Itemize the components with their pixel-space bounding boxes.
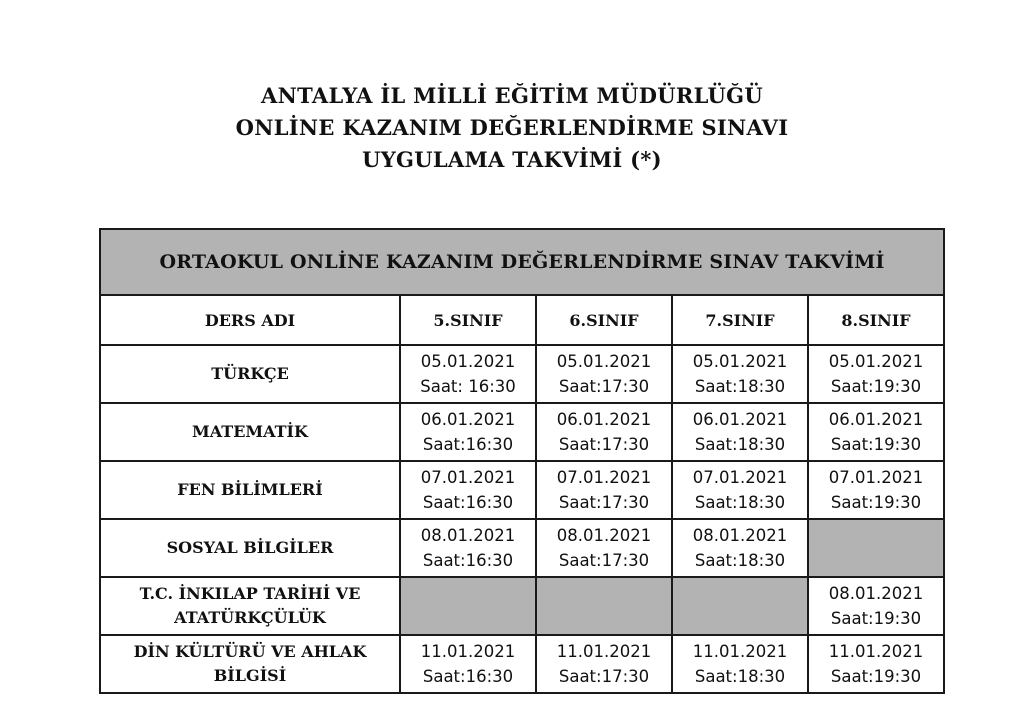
schedule-cell xyxy=(400,345,536,403)
exam-time: Saat:16:30 xyxy=(422,667,514,686)
subject-cell xyxy=(100,403,400,461)
exam-date: 11.01.2021 xyxy=(556,642,652,661)
exam-date: 06.01.2021 xyxy=(828,410,924,429)
exam-time: Saat:17:30 xyxy=(558,493,650,512)
exam-time: Saat:19:30 xyxy=(830,667,922,686)
schedule-cell xyxy=(536,461,672,519)
exam-date: 11.01.2021 xyxy=(692,642,788,661)
column-header-grade-5: 5.SINIF xyxy=(400,295,536,345)
exam-date: 08.01.2021 xyxy=(828,584,924,603)
schedule-cell xyxy=(536,635,672,693)
subject-label: T.C. İNKILAP TARİHİ VE xyxy=(139,584,361,603)
exam-date: 07.01.2021 xyxy=(828,468,924,487)
exam-date: 11.01.2021 xyxy=(828,642,924,661)
table-row xyxy=(100,403,944,461)
exam-date: 05.01.2021 xyxy=(828,352,924,371)
exam-date: 08.01.2021 xyxy=(420,526,516,545)
exam-time: Saat:16:30 xyxy=(422,493,514,512)
table-body xyxy=(100,345,944,693)
schedule-cell xyxy=(536,345,672,403)
subject-cell xyxy=(100,635,400,693)
exam-time: Saat:19:30 xyxy=(830,377,922,396)
column-header-grade-7: 7.SINIF xyxy=(672,295,808,345)
schedule-cell xyxy=(808,403,944,461)
schedule-cell xyxy=(672,461,808,519)
exam-date: 06.01.2021 xyxy=(556,410,652,429)
subject-cell xyxy=(100,461,400,519)
subject-cell xyxy=(100,519,400,577)
table-title: ORTAOKUL ONLİNE KAZANIM DEĞERLENDİRME SINAV TAKVİMİ xyxy=(100,229,944,295)
subject-label: DİN KÜLTÜRÜ VE AHLAK xyxy=(133,642,367,661)
subject-label: MATEMATİK xyxy=(192,422,308,441)
schedule-cell xyxy=(400,403,536,461)
subject-cell xyxy=(100,577,400,635)
exam-time: Saat:19:30 xyxy=(830,435,922,454)
exam-time: Saat:19:30 xyxy=(830,609,922,628)
schedule-cell xyxy=(400,461,536,519)
schedule-cell xyxy=(672,519,808,577)
exam-time: Saat:16:30 xyxy=(422,551,514,570)
exam-date: 08.01.2021 xyxy=(692,526,788,545)
subject-label: ATATÜRKÇÜLÜK xyxy=(174,608,326,627)
subject-label: TÜRKÇE xyxy=(211,364,289,383)
exam-time: Saat: 16:30 xyxy=(420,377,516,396)
subject-label: BİLGİSİ xyxy=(213,666,287,685)
schedule-cell xyxy=(536,403,672,461)
exam-time: Saat:17:30 xyxy=(558,551,650,570)
empty-cell xyxy=(536,577,672,635)
schedule-cell xyxy=(672,403,808,461)
column-header-grade-6: 6.SINIF xyxy=(536,295,672,345)
exam-time: Saat:17:30 xyxy=(558,667,650,686)
exam-time: Saat:17:30 xyxy=(558,435,650,454)
schedule-cell xyxy=(808,635,944,693)
exam-date: 11.01.2021 xyxy=(420,642,516,661)
empty-cell xyxy=(400,577,536,635)
exam-time: Saat:18:30 xyxy=(694,493,786,512)
table-row xyxy=(100,577,944,635)
document-heading xyxy=(0,80,1024,176)
exam-date: 07.01.2021 xyxy=(692,468,788,487)
exam-time: Saat:18:30 xyxy=(694,551,786,570)
exam-time: Saat:19:30 xyxy=(830,493,922,512)
heading-line-3: UYGULAMA TAKVİMİ (*) xyxy=(362,147,662,172)
table-row xyxy=(100,461,944,519)
schedule-cell xyxy=(808,577,944,635)
subject-cell xyxy=(100,345,400,403)
schedule-cell xyxy=(400,519,536,577)
exam-date: 05.01.2021 xyxy=(556,352,652,371)
column-header-grade-8: 8.SINIF xyxy=(808,295,944,345)
exam-date: 08.01.2021 xyxy=(556,526,652,545)
exam-time: Saat:18:30 xyxy=(694,377,786,396)
column-header-subject: DERS ADI xyxy=(100,295,400,345)
table-row xyxy=(100,519,944,577)
exam-date: 05.01.2021 xyxy=(420,352,516,371)
exam-time: Saat:18:30 xyxy=(694,435,786,454)
schedule-cell xyxy=(672,635,808,693)
heading-line-2: ONLİNE KAZANIM DEĞERLENDİRME SINAVI xyxy=(235,115,789,140)
exam-time: Saat:18:30 xyxy=(694,667,786,686)
table-row xyxy=(100,635,944,693)
exam-date: 05.01.2021 xyxy=(692,352,788,371)
schedule-cell xyxy=(808,461,944,519)
schedule-cell xyxy=(536,519,672,577)
exam-date: 07.01.2021 xyxy=(556,468,652,487)
table-row xyxy=(100,345,944,403)
empty-cell xyxy=(672,577,808,635)
empty-cell xyxy=(808,519,944,577)
exam-time: Saat:17:30 xyxy=(558,377,650,396)
exam-date: 07.01.2021 xyxy=(420,468,516,487)
schedule-cell xyxy=(672,345,808,403)
schedule-cell xyxy=(400,635,536,693)
exam-time: Saat:16:30 xyxy=(422,435,514,454)
heading-line-1: ANTALYA İL MİLLİ EĞİTİM MÜDÜRLÜĞÜ xyxy=(261,83,763,108)
subject-label: FEN BİLİMLERİ xyxy=(177,480,323,499)
exam-date: 06.01.2021 xyxy=(692,410,788,429)
table-header-row xyxy=(100,295,944,345)
subject-label: SOSYAL BİLGİLER xyxy=(166,538,334,557)
exam-schedule-table xyxy=(99,228,945,694)
schedule-cell xyxy=(808,345,944,403)
exam-date: 06.01.2021 xyxy=(420,410,516,429)
